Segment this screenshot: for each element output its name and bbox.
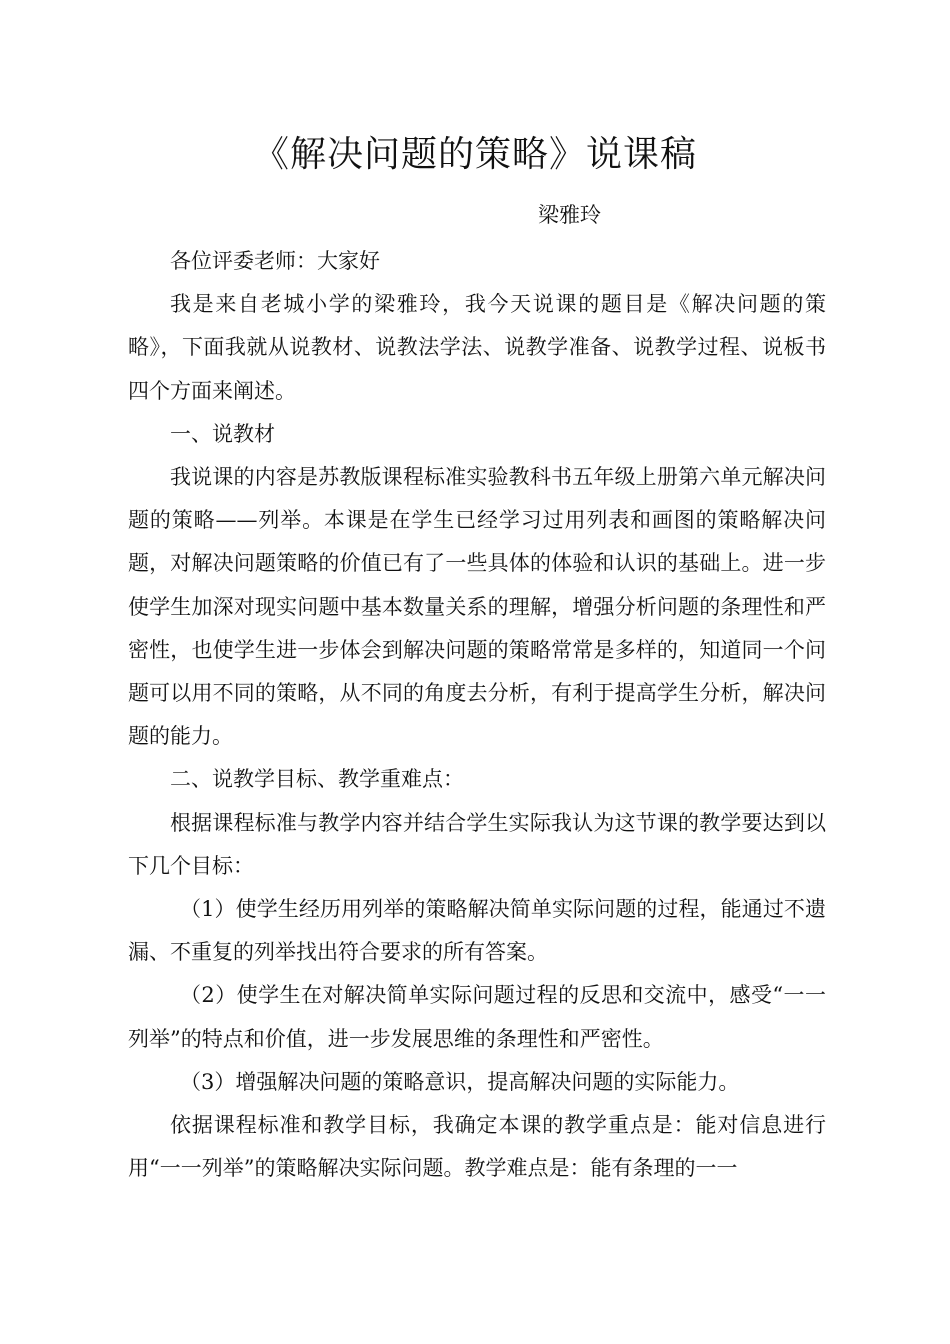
section-heading-textbook: 一、说教材 — [170, 421, 275, 446]
document-body — [128, 240, 826, 1190]
document-title: 《解决问题的策略》说课稿 — [252, 134, 697, 175]
greeting-paragraph: 各位评委老师：大家好 — [170, 249, 380, 273]
goal-item-1: （1）使学生经历用列举的策略解决简单实际问题的过程，能通过不遗漏、不重复的列举找出符合要求的所有答案。 — [128, 897, 826, 965]
section-heading-goals: 二、说教学目标、教学重难点： — [170, 767, 464, 792]
document-author: 梁雅玲 — [538, 203, 601, 227]
intro-paragraph: 我是来自老城小学的梁雅玲，我今天说课的题目是《解决问题的策略》，下面我就从说教材、说教法学法、说教学准备、说教学过程、说板书四个方面来阐述。 — [128, 292, 826, 403]
textbook-paragraph: 我说课的内容是苏教版课程标准实验教科书五年级上册第六单元解决问题的策略——列举。本课是在学生已经学习过用列表和画图的策略解决问题，对解决问题策略的价值已有了一些具体的体验和认识的基础上。进一步使学生加深对现实问题中基本数量关系的理解，增强分析问题的条理性和严密性，也使学生进一步体会到解决问题的策略常常是多样的，知道同一个问题可以用不同的策略，从不同的角度去分析，有利于提高学生分析，解决问题的能力。 — [128, 465, 826, 749]
key-points-paragraph: 依据课程标准和教学目标，我确定本课的教学重点是：能对信息进行用“一一列举”的策略解决实际问题。教学难点是：能有条理的一一 — [128, 1113, 826, 1181]
goal-item-3: （3）增强解决问题的策略意识，提高解决问题的实际能力。 — [180, 1069, 740, 1094]
goal-item-2: （2）使学生在对解决简单实际问题过程的反思和交流中，感受“一一列举”的特点和价值，进一步发展思维的条理性和严密性。 — [128, 983, 826, 1051]
goals-intro-paragraph: 根据课程标准与教学内容并结合学生实际我认为这节课的教学要达到以下几个目标： — [128, 810, 826, 878]
